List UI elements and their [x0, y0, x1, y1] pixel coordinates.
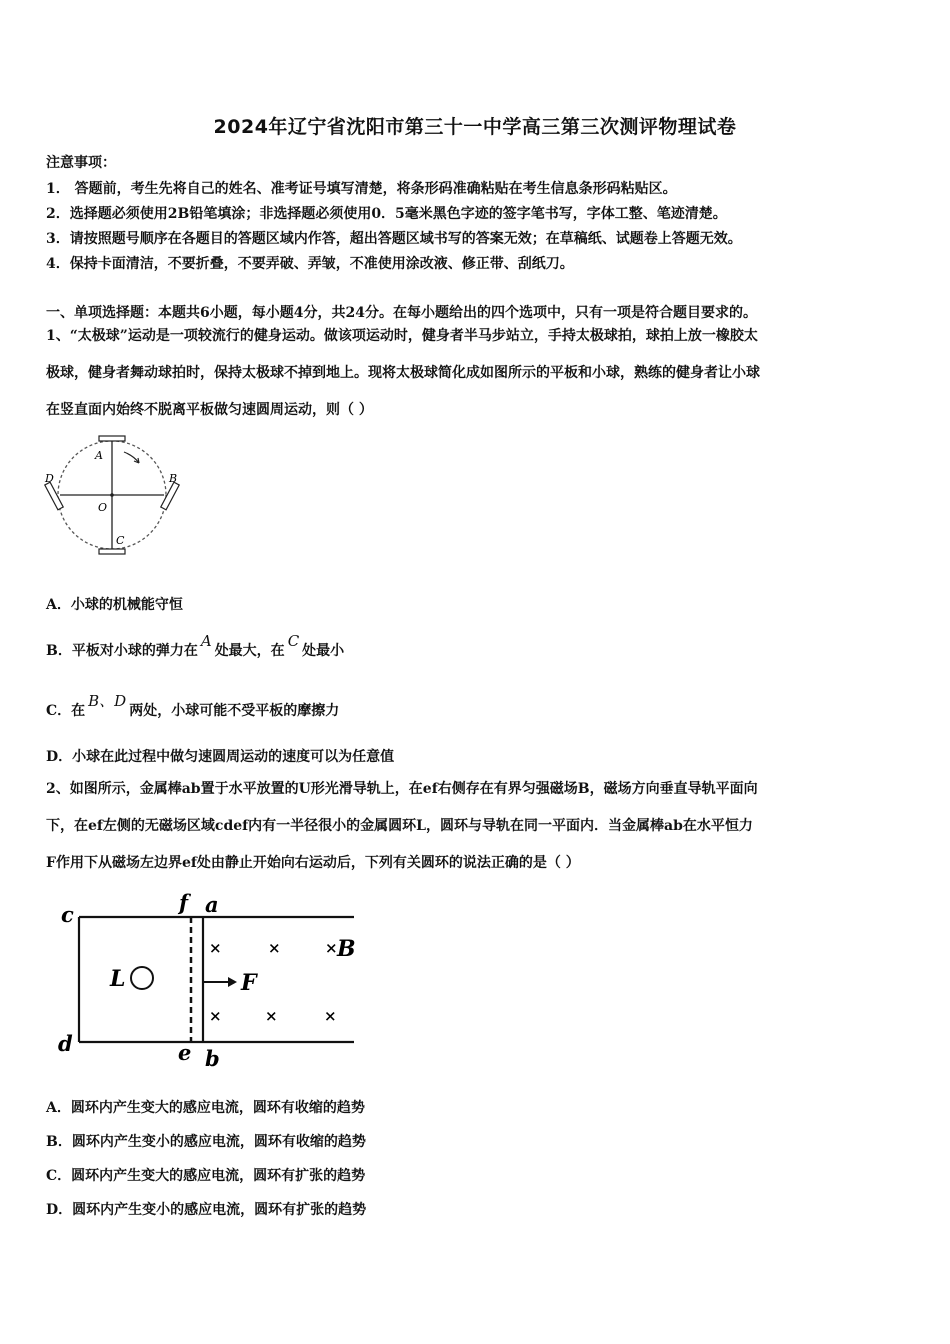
label-d: D: [45, 472, 54, 485]
page-title: 2024年辽宁省沈阳市第三十一中学高三第三次测评物理试卷: [213, 116, 737, 138]
field-cross: ×: [324, 1007, 337, 1025]
field-cross: ×: [268, 939, 281, 957]
option-b-text: 处最大，在: [214, 643, 285, 659]
option-c-var-bd: B、D: [88, 692, 127, 710]
metal-ring: [131, 967, 153, 989]
option-b-text: 处最小: [302, 643, 345, 659]
question-1-option-c: [46, 692, 340, 720]
question-2-option-b: B．圆环内产生变小的感应电流，圆环有收缩的趋势: [46, 1134, 366, 1150]
option-b-var-a: A: [200, 632, 212, 650]
question-1-option-a: A．小球的机械能守恒: [46, 597, 183, 613]
question-2-line: F作用下从磁场左边界ef处由静止开始向右运动后，下列有关圆环的说法正确的是（ ）: [46, 855, 580, 871]
taiji-ball-figure: [38, 432, 188, 560]
question-1-option-b: [46, 632, 345, 660]
notice-item: 2．选择题必须使用2B铅笔填涂；非选择题必须使用0．5毫米黑色字迹的签字笔书写，字体工整、笔迹清楚。: [46, 206, 727, 222]
label-field: B: [337, 936, 356, 962]
paddle-left: [45, 482, 63, 510]
question-1-line: 在竖直面内始终不脱离平板做匀速圆周运动，则（ ）: [46, 402, 373, 418]
question-2-line: 2、如图所示，金属棒ab置于水平放置的U形光滑导轨上，在ef右侧存在有界匀强磁场B，磁场方向垂直导轨平面向: [46, 781, 758, 797]
option-b-var-c: C: [287, 632, 300, 650]
label-a: A: [95, 449, 103, 462]
label-e: e: [178, 1040, 192, 1065]
notice-item: 3．请按照题号顺序在各题目的答题区域内作答，超出答题区域书写的答案无效；在草稿纸、试题卷上答题无效。: [46, 231, 742, 247]
question-1-line: 极球，健身者舞动球拍时，保持太极球不掉到地上。现将太极球简化成如图所示的平板和小球，熟练的健身者让小球: [46, 365, 760, 381]
label-b: b: [205, 1046, 220, 1071]
option-b-text: B．平板对小球的弹力在: [46, 643, 198, 659]
rotation-arrow: [124, 452, 139, 463]
label-l: L: [110, 966, 126, 992]
question-1-stem: [46, 318, 906, 429]
label-c: C: [116, 534, 125, 547]
question-2-option-c: C．圆环内产生变大的感应电流，圆环有扩张的趋势: [46, 1168, 366, 1184]
paddle-top: [99, 436, 125, 441]
field-cross: ×: [209, 1007, 222, 1025]
question-1-line: 1、“太极球”运动是一项较流行的健身运动。做该项运动时，健身者半马步站立，手持太极球拍，球拍上放一橡胶太: [46, 328, 758, 344]
field-cross: ×: [209, 939, 222, 957]
label-o: O: [98, 501, 108, 514]
section-heading: 一、单项选择题：本题共6小题，每小题4分，共24分。在每小题给出的四个选项中，只有一项是符合题目要求的。: [46, 305, 757, 321]
question-2-line: 下，在ef左侧的无磁场区域cdef内有一半径很小的金属圆环L，圆环与导轨在同一平面内．当金属棒ab在水平恒力: [46, 818, 753, 834]
option-c-text: C．在: [46, 703, 86, 719]
rail-figure: [52, 888, 372, 1073]
field-cross: ×: [325, 939, 338, 957]
question-2-stem: [46, 771, 906, 882]
label-d: d: [58, 1031, 73, 1056]
question-2-option-d: D．圆环内产生变小的感应电流，圆环有扩张的趋势: [46, 1202, 367, 1218]
question-2-option-a: A．圆环内产生变大的感应电流，圆环有收缩的趋势: [46, 1100, 365, 1116]
force-arrowhead: [228, 977, 237, 987]
label-b: B: [169, 472, 178, 485]
label-force: F: [241, 970, 257, 996]
notice-item: 4．保持卡面清洁，不要折叠，不要弄破、弄皱，不准使用涂改液、修正带、刮纸刀。: [46, 256, 574, 272]
field-cross: ×: [265, 1007, 278, 1025]
notice-heading: 注意事项：: [46, 155, 116, 171]
center-point: [110, 493, 114, 497]
label-a: a: [205, 892, 219, 917]
option-c-text: 两处，小球可能不受平板的摩擦力: [129, 703, 340, 719]
paddle-right: [161, 482, 179, 510]
notice-item: 1． 答题前，考生先将自己的姓名、准考证号填写清楚，将条形码准确粘贴在考生信息条形码粘贴区。: [46, 181, 677, 197]
label-f: f: [179, 890, 189, 915]
paddle-bottom: [99, 549, 125, 554]
label-c: c: [61, 902, 74, 927]
question-1-option-d: D．小球在此过程中做匀速圆周运动的速度可以为任意值: [46, 749, 395, 765]
